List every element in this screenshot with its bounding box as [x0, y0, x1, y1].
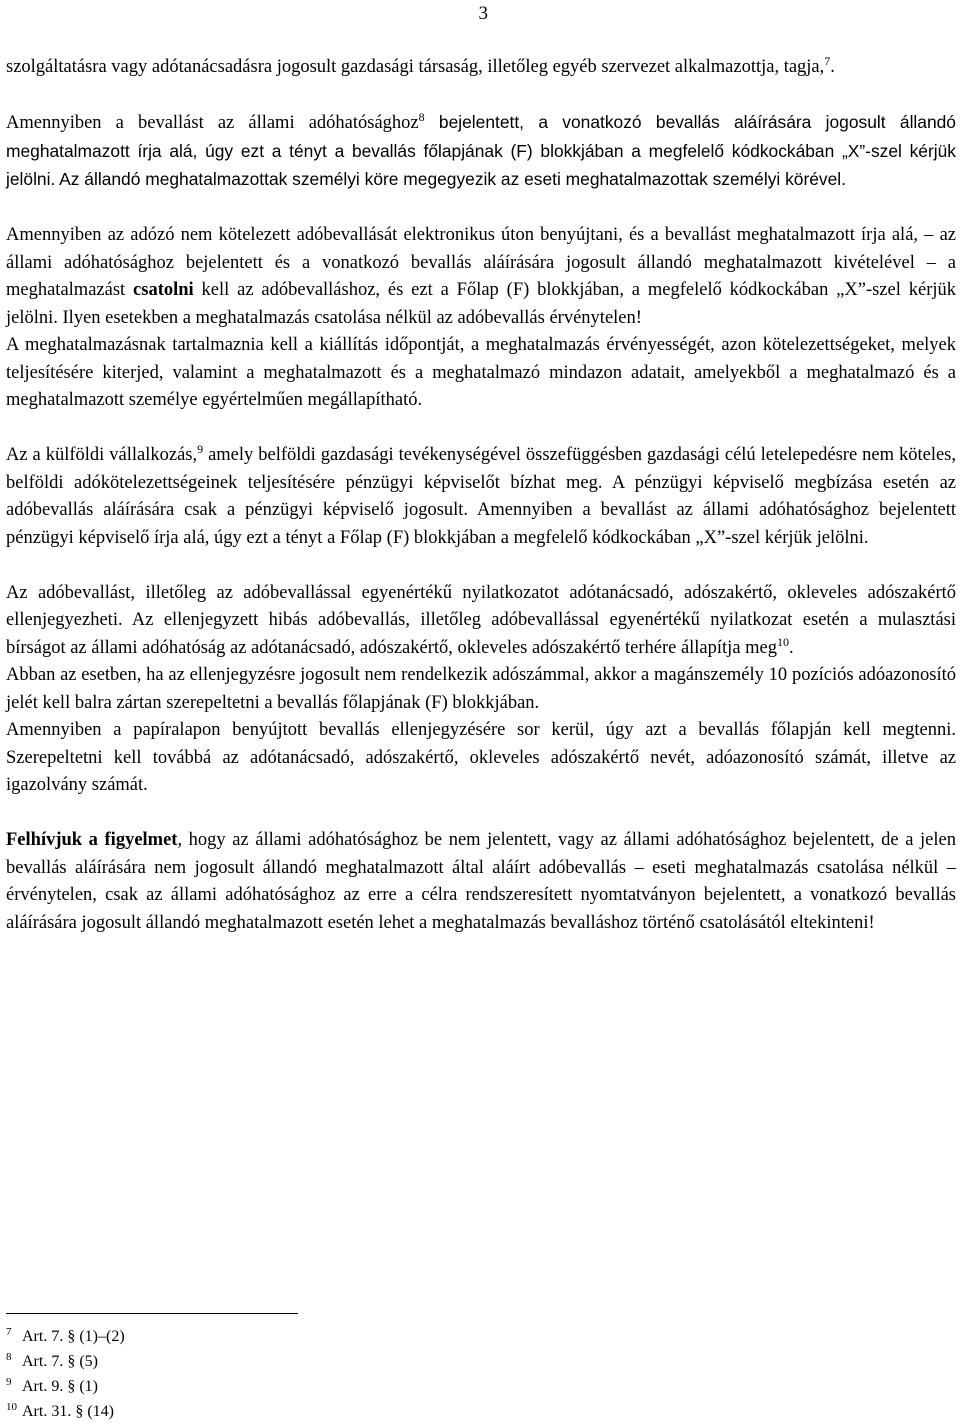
footnote-8: [6, 1350, 125, 1375]
paragraph-2-text-a: Amennyiben a bevallást az állami adóhatósághoz: [6, 113, 419, 133]
footnote-ref-9: 9: [197, 442, 204, 456]
paragraph-7: Abban az esetben, ha az ellenjegyzésre jogosult nem rendelkezik adószámmal, akkor a magánszemély 10 pozíciós adóazonosító jelét kell balra zártan szerepeltetni a bevallás főlapjának (F) blokkjában.: [6, 665, 956, 713]
paragraph-9-text: , hogy az állami adóhatósághoz be nem jelentett, vagy az állami adóhatósághoz bejelentett, de a jelen bevallás aláírására nem jogosult állandó meghatalmazott által aláírt adóbevallás – eseti meghatalmazás csatolása nélkül – érvénytelen, csak az állami adóhatósághoz az erre a célra rendszeresített nyomtatványon bejelentett, a vonatkozó bevallás aláírására jogosult állandó meghatalmazott esetén lehet a meghatalmazás bevalláshoz történő csatolásától eltekinteni!: [6, 830, 956, 933]
paragraph-5-text-a: Az a külföldi vállalkozás,: [6, 445, 198, 465]
paragraph-5: [6, 442, 956, 552]
footnote-9: [6, 1375, 125, 1400]
footnote-number: 10: [6, 1401, 17, 1413]
footnote-7: [6, 1325, 125, 1350]
footnote-number: 9: [6, 1376, 12, 1388]
footnotes: [6, 1325, 125, 1425]
paragraph-3-text-a: Amennyiben az adózó nem kötelezett adóbevallását elektronikus úton benyújtani, és a bevallást meghatalmazott írja alá, – az állami adóhatósághoz bejelentett és a vonatkozó bevallás aláírására jogosult állandó meghatalmazott kivételével – a meghatalmazást: [6, 225, 956, 300]
paragraph-5-text-b: amely belföldi gazdasági tevékenységével összefüggésben gazdasági célú letelepedésre nem köteles, belföldi adókötelezettségeinek teljesítésére pénzügyi képviselőt bízhat meg. A pénzügyi képviselő megbízása esetén az adóbevallás aláírására csak a pénzügyi képviselő jogosult. Amennyiben a bevallást az állami adóhatósághoz bejelentett pénzügyi képviselő írja alá, úgy ezt a tényt a Főlap (F) blokkjában a megfelelő kódkockában „X”-szel kérjük jelölni.: [6, 445, 956, 548]
document-body: [6, 54, 956, 937]
footnote-ref-7: 7: [824, 54, 831, 68]
paragraph-3-bold: csatolni: [133, 280, 194, 300]
paragraph-2: [6, 109, 956, 195]
paragraph-2-text-b: bejelentett, a vonatkozó bevallás aláírására jogosult állandó meghatalmazott írja alá, úgy ezt a tényt a bevallás főlapjának (F) blokkjában a megfelelő kódkockában „X”-szel kérjük jelölni. Az állandó meghatalmazottak személyi köre megegyezik az eseti meghatalmazottak személyi körével.: [6, 112, 956, 189]
footnote-text: Art. 9. § (1): [22, 1378, 98, 1395]
paragraph-8: Amennyiben a papíralapon benyújtott bevallás ellenjegyzésére sor kerül, úgy azt a bevallás főlapján kell megtenni. Szerepeltetni kell továbbá az adótanácsadó, adószakértő, okleveles adószakértő nevét, adóazonosító számát, illetve az igazolvány számát.: [6, 720, 956, 795]
paragraph-9-bold: Felhívjuk a figyelmet: [6, 830, 178, 850]
paragraph-6-text: Az adóbevallást, illetőleg az adóbevallással egyenértékű nyilatkozatot adótanácsadó, adószakértő, okleveles adószakértő ellenjegyezheti. Az ellenjegyzett hibás adóbevallás, illetőleg adóbevallással egyenértékű nyilatkozat esetén a mulasztási bírságot az állami adóhatóság az adótanácsadó, adószakértő, okleveles adószakértő terhére állapítja meg: [6, 582, 956, 658]
paragraph-6: [6, 580, 956, 663]
footnote-number: 8: [6, 1351, 12, 1363]
footnote-ref-10: 10: [777, 634, 790, 649]
footnote-text: Art. 31. § (14): [22, 1403, 114, 1420]
paragraph-9: [6, 827, 956, 937]
paragraph-1: [6, 54, 956, 82]
page-number: 3: [478, 3, 488, 24]
paragraph-1-text: szolgáltatásra vagy adótanácsadásra jogosult gazdasági társaság, illetőleg egyéb szervezet alkalmazottja, tagja,: [6, 57, 825, 77]
footnote-10: [6, 1400, 125, 1425]
paragraph-6-tail: .: [789, 637, 794, 658]
paragraph-4: A meghatalmazásnak tartalmaznia kell a kiállítás időpontját, a meghatalmazás érvényességét, azon kötelezettségeket, melyek teljesítésére kiterjed, valamint a meghatalmazott és a meghatalmazó mindazon adatait, amelyekből a meghatalmazó és a meghatalmazott személye egyértelműen megállapítható.: [6, 335, 956, 410]
footnote-number: 7: [6, 1326, 12, 1338]
paragraph-1-tail: .: [830, 57, 835, 77]
footnote-separator: [6, 1313, 298, 1314]
footnote-text: Art. 7. § (5): [22, 1353, 98, 1370]
footnote-ref-8: 8: [418, 110, 425, 124]
paragraph-3-text-b: kell az adóbevalláshoz, és ezt a Főlap (F) blokkjában, a megfelelő kódkockában „X”-szel kérjük jelölni. Ilyen esetekben a meghatalmazás csatolása nélkül az adóbevallás érvénytelen!: [6, 280, 956, 328]
footnote-text: Art. 7. § (1)–(2): [22, 1328, 125, 1345]
paragraph-3: [6, 222, 956, 332]
